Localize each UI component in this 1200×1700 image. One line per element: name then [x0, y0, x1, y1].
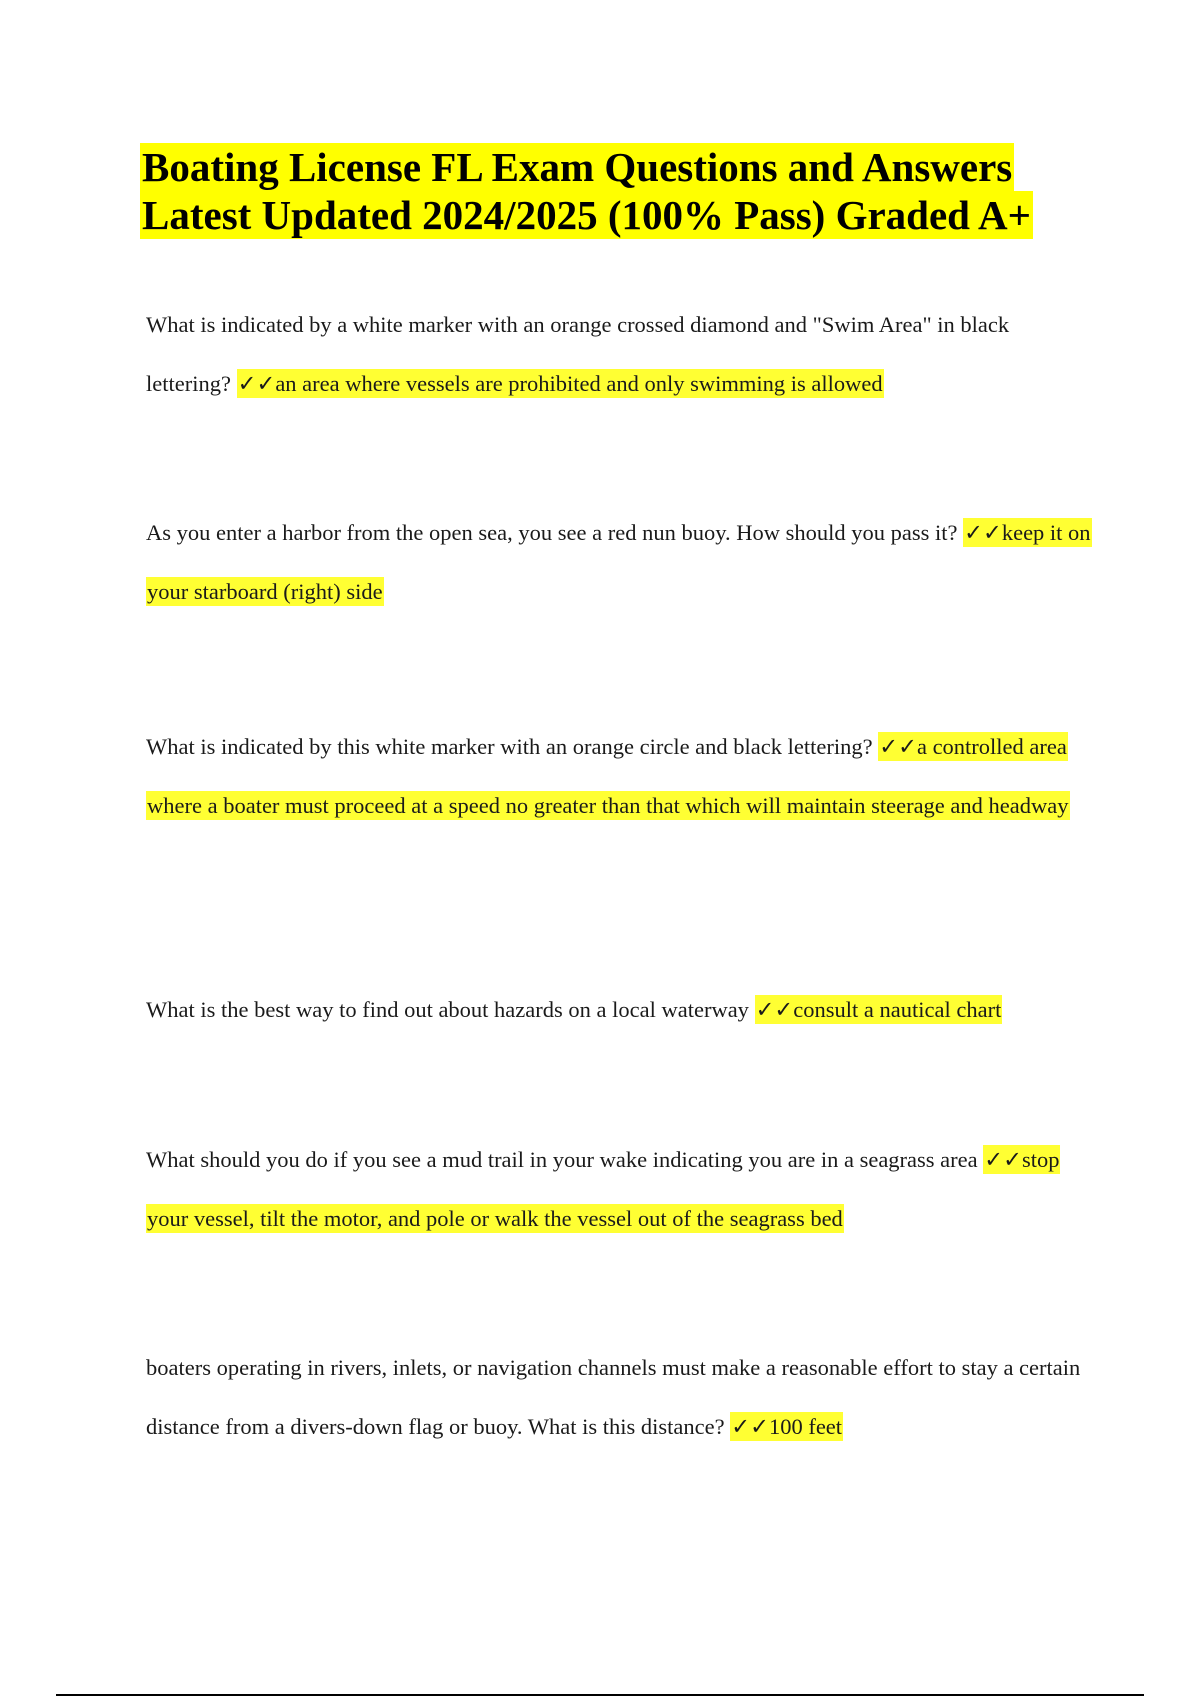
qa-item-4 — [146, 980, 1096, 1039]
qa-item-3 — [146, 717, 1096, 835]
qa-item-5 — [146, 1130, 1096, 1248]
page-bottom-divider — [56, 1694, 1144, 1696]
check-marks-icon: ✓✓ — [237, 371, 276, 396]
answer-text: stop your vessel, tilt the motor, and pole or walk the vessel out of the seagrass bed — [147, 1147, 1060, 1231]
document-title — [140, 143, 1130, 239]
check-marks-icon: ✓✓ — [964, 520, 1002, 545]
question-text: What is indicated by this white marker with an orange circle and black lettering? — [146, 734, 879, 759]
answer-text: consult a nautical chart — [793, 997, 1002, 1022]
answer-text: 100 feet — [768, 1414, 843, 1439]
title-line-1: Boating License FL Exam Questions and Answers — [142, 144, 1013, 190]
qa-item-2 — [146, 503, 1096, 621]
check-marks-icon: ✓✓ — [755, 997, 794, 1022]
answer-text: keep it on your starboard (right) side — [147, 520, 1091, 604]
check-marks-icon: ✓✓ — [984, 1147, 1022, 1172]
qa-item-6 — [146, 1338, 1096, 1456]
question-text: What should you do if you see a mud trail in your wake indicating you are in a seagrass area — [146, 1147, 984, 1172]
check-marks-icon: ✓✓ — [731, 1414, 769, 1439]
answer-text: an area where vessels are prohibited and only swimming is allowed — [275, 371, 883, 396]
question-text: boaters operating in rivers, inlets, or navigation channels must make a reasonable effort to stay a certain distance from a divers-down flag or buoy. What is this distance? — [146, 1355, 1081, 1439]
title-line-2: Latest Updated 2024/2025 (100% Pass) Graded A+ — [142, 192, 1031, 238]
qa-item-1 — [146, 295, 1096, 413]
check-marks-icon: ✓✓ — [879, 734, 917, 759]
question-text: What is indicated by a white marker with an orange crossed diamond and "Swim Area" in black lettering? — [146, 312, 1010, 396]
answer-highlight — [730, 1412, 843, 1441]
answer-text: a controlled area where a boater must proceed at a speed no greater than that which will maintain steerage and headway — [147, 734, 1069, 818]
question-text: What is the best way to find out about hazards on a local waterway — [146, 997, 755, 1022]
answer-highlight — [237, 369, 884, 398]
answer-highlight — [755, 995, 1003, 1024]
question-text: As you enter a harbor from the open sea, you see a red nun buoy. How should you pass it? — [146, 520, 964, 545]
